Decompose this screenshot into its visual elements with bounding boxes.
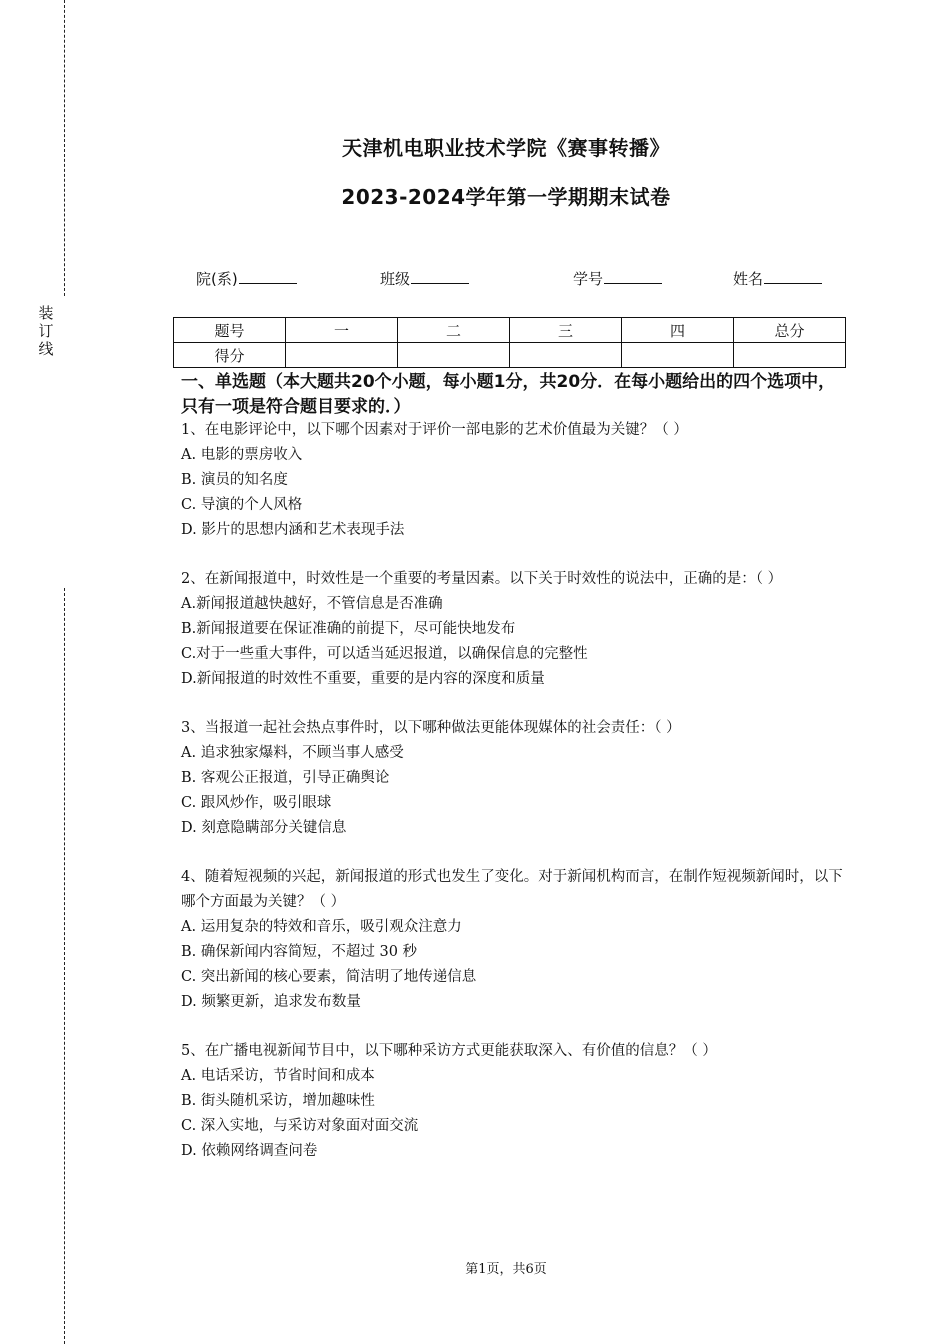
question-5 xyxy=(181,1039,843,1164)
option-c: C. 跟风炒作，吸引眼球 xyxy=(181,795,332,811)
option-c: C.对于一些重大事件，可以适当延迟报道，以确保信息的完整性 xyxy=(181,646,588,662)
option-a: A. 运用复杂的特效和音乐，吸引观众注意力 xyxy=(181,919,462,935)
name-field xyxy=(733,268,822,289)
section-title: 一、单选题（本大题共20个小题，每小题1分，共20分．在每小题给出的四个选项中，只有一项是符合题目要求的．） xyxy=(181,372,836,417)
option-d: D. 依赖网络调查问卷 xyxy=(181,1143,318,1159)
student-id-field xyxy=(573,268,662,289)
option-a: A.新闻报道越快越好，不管信息是否准确 xyxy=(181,596,443,612)
option-b: B. 演员的知名度 xyxy=(181,472,288,488)
option-a: A. 电影的票房收入 xyxy=(181,447,303,463)
name-label: 姓名 xyxy=(733,270,764,288)
score-input-cell[interactable] xyxy=(510,343,622,368)
question-text: 4、随着短视频的兴起，新闻报道的形式也发生了变化。对于新闻机构而言，在制作短视频新闻时，以下哪个方面最为关键？（ ） xyxy=(181,869,843,910)
score-table xyxy=(173,317,846,368)
question-text: 5、在广播电视新闻节目中，以下哪种采访方式更能获取深入、有价值的信息？（ ） xyxy=(181,1043,717,1059)
question-text: 3、当报道一起社会热点事件时，以下哪种做法更能体现媒体的社会责任：（ ） xyxy=(181,720,681,736)
class-blank[interactable] xyxy=(411,268,469,284)
option-b: B. 客观公正报道，引导正确舆论 xyxy=(181,770,390,786)
department-label: 院(系) xyxy=(196,270,238,288)
option-c: C. 突出新闻的核心要素，简洁明了地传递信息 xyxy=(181,969,477,985)
option-b: B. 确保新闻内容简短，不超过 30 秒 xyxy=(181,944,418,960)
department-blank[interactable] xyxy=(239,268,297,284)
exam-title: 天津机电职业技术学院《赛事转播》 xyxy=(342,136,670,160)
option-b: B. 街头随机采访，增加趣味性 xyxy=(181,1093,375,1109)
name-blank[interactable] xyxy=(764,268,822,284)
score-input-cell[interactable] xyxy=(286,343,398,368)
question-list xyxy=(181,418,843,1188)
exam-subtitle: 2023-2024学年第一学期期末试卷 xyxy=(341,185,671,209)
class-label: 班级 xyxy=(380,270,411,288)
option-c: C. 深入实地，与采访对象面对面交流 xyxy=(181,1118,419,1134)
score-table-cell: 三 xyxy=(510,318,622,343)
question-1 xyxy=(181,418,843,543)
question-4 xyxy=(181,865,843,1015)
option-c: C. 导演的个人风格 xyxy=(181,497,303,513)
score-table-header-row xyxy=(174,318,846,343)
score-table-cell: 总分 xyxy=(734,318,846,343)
score-table-cell: 题号 xyxy=(174,318,286,343)
question-text: 1、在电影评论中，以下哪个因素对于评价一部电影的艺术价值最为关键？（ ） xyxy=(181,422,688,438)
score-input-cell[interactable] xyxy=(622,343,734,368)
option-a: A. 追求独家爆料，不顾当事人感受 xyxy=(181,745,404,761)
score-table-score-row xyxy=(174,343,846,368)
class-field xyxy=(380,268,469,289)
option-a: A. 电话采访，节省时间和成本 xyxy=(181,1068,375,1084)
student-info-row xyxy=(0,268,950,292)
score-table-cell: 一 xyxy=(286,318,398,343)
option-d: D. 刻意隐瞒部分关键信息 xyxy=(181,820,347,836)
option-d: D. 频繁更新，追求发布数量 xyxy=(181,994,361,1010)
binding-label-text: 装 订 线 xyxy=(38,304,54,358)
question-3 xyxy=(181,716,843,841)
score-table-cell: 二 xyxy=(398,318,510,343)
page-footer: 第1页，共6页 xyxy=(465,1262,547,1277)
question-2 xyxy=(181,567,843,692)
binding-dashed-line-bottom xyxy=(64,588,65,1344)
score-input-cell[interactable] xyxy=(398,343,510,368)
option-b: B.新闻报道要在保证准确的前提下，尽可能快地发布 xyxy=(181,621,516,637)
department-field xyxy=(196,268,297,289)
option-d: D. 影片的思想内涵和艺术表现手法 xyxy=(181,522,405,538)
score-input-cell[interactable] xyxy=(734,343,846,368)
student-id-label: 学号 xyxy=(573,270,604,288)
option-d: D.新闻报道的时效性不重要，重要的是内容的深度和质量 xyxy=(181,671,545,687)
binding-label xyxy=(38,304,54,358)
score-table-cell: 得分 xyxy=(174,343,286,368)
question-text: 2、在新闻报道中，时效性是一个重要的考量因素。以下关于时效性的说法中，正确的是：（ ） xyxy=(181,571,783,587)
score-table-cell: 四 xyxy=(622,318,734,343)
student-id-blank[interactable] xyxy=(604,268,662,284)
